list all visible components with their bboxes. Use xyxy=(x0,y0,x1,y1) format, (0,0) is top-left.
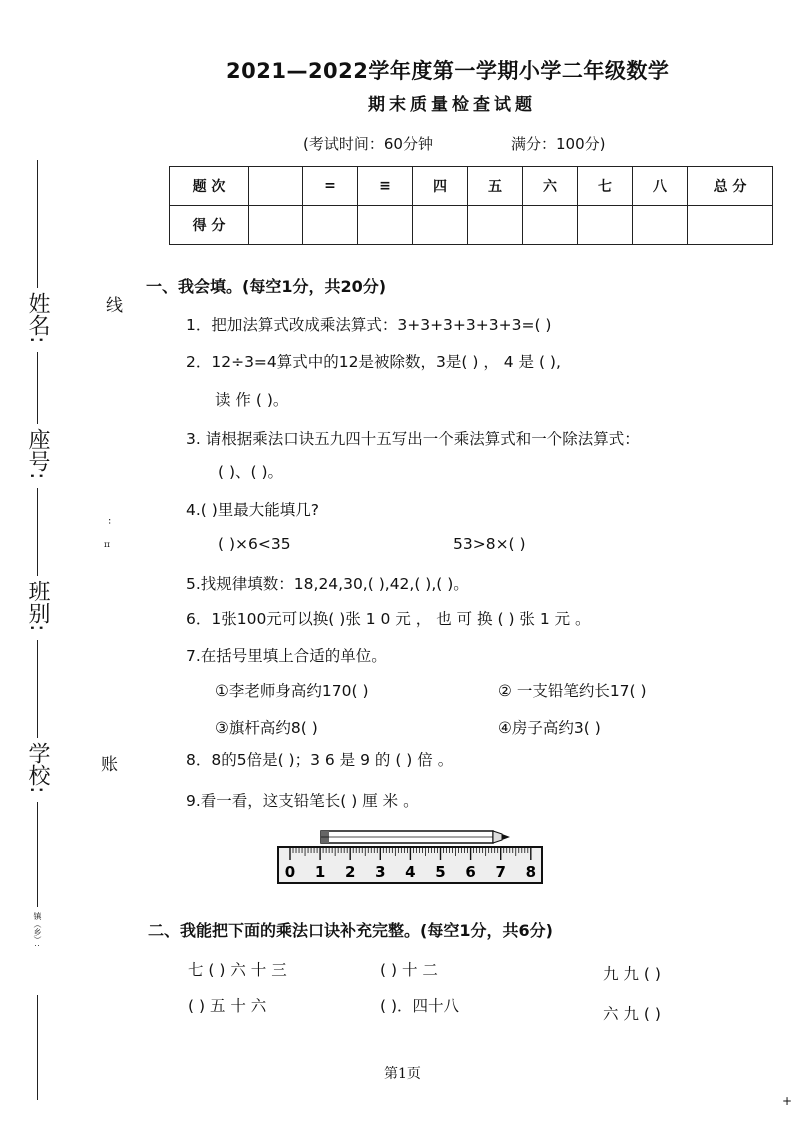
page-number: 第1页 xyxy=(384,1066,421,1082)
score-cell: 八 xyxy=(633,167,688,206)
town-label: 镇（乡）: xyxy=(33,912,42,947)
binding-line xyxy=(37,160,38,288)
score-input-cell[interactable] xyxy=(249,206,303,245)
score-input-cell[interactable] xyxy=(523,206,578,245)
question-6: 6．1张100元可以换( )张 1 0 元 ， 也 可 换 ( ) 张 1 元 。 xyxy=(186,610,591,628)
seat-label: 座号: xyxy=(25,428,50,480)
dots-mark: ‥ xyxy=(106,518,117,525)
rhyme-blank: ( ) 五 十 六 xyxy=(188,997,267,1015)
exam-subtitle: 期末质量检查试题 xyxy=(368,95,536,115)
score-cell: 四 xyxy=(413,167,468,206)
seal-mark: 账 xyxy=(101,755,118,775)
question-7c: ③旗杆高约8( ) xyxy=(215,719,318,737)
rhyme-blank: 六 九 ( ) xyxy=(603,1005,661,1023)
ruler-numbers xyxy=(285,863,536,881)
question-3: 3. 请根据乘法口诀五九四十五写出一个乘法算式和一个除法算式： xyxy=(186,430,640,448)
rhyme-blank: 九 九 ( ) xyxy=(603,965,661,983)
rhyme-blank: ( )．四十八 xyxy=(380,997,460,1015)
section2-heading: 二、我能把下面的乘法口诀补充完整。(每空1分，共6分) xyxy=(148,921,553,940)
school-label: 学校: xyxy=(25,742,50,794)
score-cell: 五 xyxy=(468,167,523,206)
ruler-number: 2 xyxy=(344,863,356,881)
ruler-number: 7 xyxy=(495,863,506,881)
corner-mark: + xyxy=(782,1094,793,1108)
score-table xyxy=(169,166,773,245)
ruler-number: 0 xyxy=(284,863,296,881)
question-7a: ①李老师身高约170( ) xyxy=(215,682,369,700)
exam-title: 2021—2022学年度第一学期小学二年级数学 xyxy=(226,59,670,83)
ruler-number: 8 xyxy=(525,863,537,881)
question-7d: ④房子高约3( ) xyxy=(498,719,601,737)
binding-line xyxy=(37,640,38,738)
cut-line-mark: 线 xyxy=(102,296,122,313)
question-5: 5.找规律填数：18,24,30,( ),42,( ),( )。 xyxy=(186,575,469,593)
question-7b: ② 一支铅笔约长17( ) xyxy=(498,682,647,700)
score-input-cell[interactable] xyxy=(468,206,523,245)
question-9: 9.看一看，这支铅笔长( ) 厘 米 。 xyxy=(186,792,419,810)
ruler-number: 3 xyxy=(375,863,386,881)
question-2-cont: 读 作 ( )。 xyxy=(215,391,289,409)
rhyme-blank: 七 ( ) 六 十 三 xyxy=(188,961,287,979)
score-cell xyxy=(249,167,303,206)
small-mark: ɪɪ xyxy=(104,540,110,549)
score-input-cell[interactable] xyxy=(303,206,358,245)
question-2: 2．12÷3=4算式中的12是被除数，3是( ) ， 4 是 ( ), xyxy=(186,353,561,371)
score-input-cell[interactable] xyxy=(358,206,413,245)
question-4b: 53>8×( ) xyxy=(453,535,526,553)
score-cell: 七 xyxy=(578,167,633,206)
score-cell: 总 分 xyxy=(688,167,773,206)
score-cell: ≡ xyxy=(358,167,413,206)
full-score: 满分：100分) xyxy=(511,135,606,153)
rhyme-blank: ( ) 十 二 xyxy=(380,961,438,979)
score-input-cell[interactable] xyxy=(688,206,773,245)
score-cell: = xyxy=(303,167,358,206)
exam-time: (考试时间：60分钟 xyxy=(303,135,433,153)
section1-heading: 一、我会填。(每空1分，共20分) xyxy=(146,277,387,296)
binding-line xyxy=(37,995,38,1100)
name-label: 姓名: xyxy=(25,292,50,344)
ruler-icon xyxy=(278,847,542,883)
pencil-icon xyxy=(321,831,510,843)
question-7: 7.在括号里填上合适的单位。 xyxy=(186,647,387,665)
score-table-score-row xyxy=(170,206,773,245)
score-input-cell[interactable] xyxy=(633,206,688,245)
score-cell: 得 分 xyxy=(170,206,249,245)
ruler-number: 1 xyxy=(314,863,326,881)
pencil-ruler-figure xyxy=(276,827,546,885)
question-1: 1．把加法算式改成乘法算式：3+3+3+3+3+3=( ) xyxy=(186,316,552,334)
score-cell: 题 次 xyxy=(170,167,249,206)
score-table-header-row xyxy=(170,167,773,206)
ruler-number: 6 xyxy=(465,863,476,881)
binding-line xyxy=(37,352,38,424)
ruler-number: 5 xyxy=(435,863,446,881)
binding-line xyxy=(37,802,38,907)
question-8: 8．8的5倍是( )；3 6 是 9 的 ( ) 倍 。 xyxy=(186,751,454,769)
class-label: 班别: xyxy=(25,580,50,632)
ruler-number: 4 xyxy=(405,863,416,881)
question-4a: ( )×6<35 xyxy=(218,535,291,553)
score-input-cell[interactable] xyxy=(578,206,633,245)
binding-line xyxy=(37,488,38,576)
question-3-answer: ( )、( )。 xyxy=(218,463,284,481)
score-input-cell[interactable] xyxy=(413,206,468,245)
question-4: 4.( )里最大能填几? xyxy=(186,501,320,519)
score-cell: 六 xyxy=(523,167,578,206)
